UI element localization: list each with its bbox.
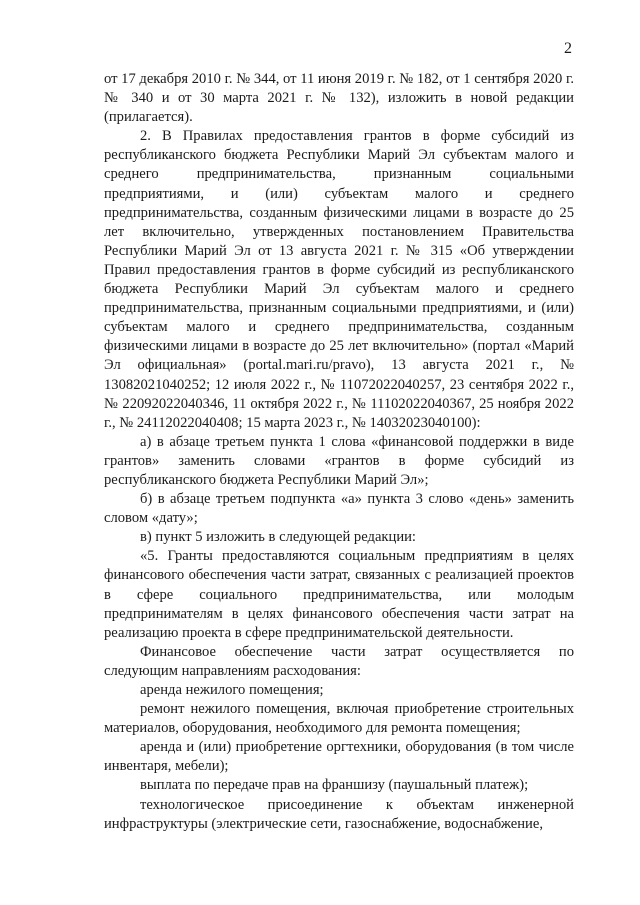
paragraph: технологическое присоединение к объектам инженерной инфраструктуры (электрические сети, газоснабжение, водоснабжение, [104,796,574,832]
paragraph: от 17 декабря 2010 г. № 344, от 11 июня 2019 г. № 182, от 1 сентября 2020 г. № 340 и от 30 марта 2021 г. № 132), изложить в новой редакции (прилагается). [104,71,574,126]
paragraph: б) в абзаце третьем подпункта «а» пункта 3 слово «день» заменить словом «дату»; [104,491,574,527]
paragraph: 2. В Правилах предоставления грантов в форме субсидий из республиканского бюджета Республики Марий Эл субъектам малого и среднего предпринимательства, признанным социальными предприятиями, и (или) субъектам малого и среднего предпринимательства, созданным физическими лицами в возрасте до 25 лет включительно, утвержденных постановлением Правительства Республики Марий Эл от 13 августа 2021 г. № 315 «Об утверждении Правил предоставления грантов в форме субсидий из республиканского бюджета Республики Марий Эл субъектам малого и среднего предпринимательства, признанным социальными предприятиями, и (или) субъектам малого и среднего предпринимательства, созданным физическими лицами в возрасте до 25 лет включительно» (портал «Марий Эл официальная» (portal.mari.ru/pravo), 13 августа 2021 г., № 13082021040252; 12 июля 2022 г., № 11072022040257, 23 сентября 2022 г., № 22092022040346, 11 октября 2022 г., № 11102022040367, 25 ноября 2022 г., № 24112022040408; 15 марта 2023 г., № 14032023040100): [104,128,574,431]
document-body [104,70,574,834]
paragraph: Финансовое обеспечение части затрат осуществляется по следующим направлениям расходования: [104,643,574,679]
paragraph: «5. Гранты предоставляются социальным предприятиям в целях финансового обеспечения части затрат, связанных с реализацией проектов в сфере социального предпринимательства, или молодым предпринимателям в целях финансового обеспечения части затрат на реализацию проекта в сфере предпринимательской деятельности. [104,548,574,641]
paragraph: а) в абзаце третьем пункта 1 слова «финансовой поддержки в виде грантов» заменить словами «грантов в форме субсидий из республиканского бюджета Республики Марий Эл»; [104,433,574,488]
paragraph: ремонт нежилого помещения, включая приобретение строительных материалов, оборудования, необходимого для ремонта помещения; [104,701,574,737]
page-number: 2 [564,40,572,57]
paragraph: аренда и (или) приобретение оргтехники, оборудования (в том числе инвентаря, мебели); [104,739,574,775]
paragraph: в) пункт 5 изложить в следующей редакции: [140,529,416,546]
paragraph: выплата по передаче прав на франшизу (паушальный платеж); [140,777,529,794]
paragraph: аренда нежилого помещения; [140,682,324,698]
